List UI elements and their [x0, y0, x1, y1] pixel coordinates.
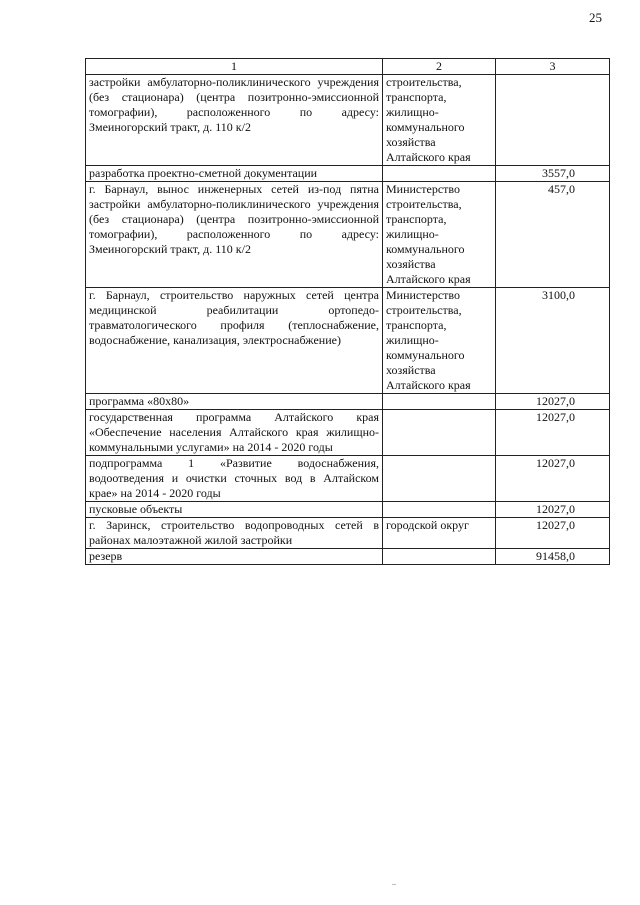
row-description: государственная программа Алтайского края «Обеспечение населения Алтайского края жилищно-коммунальными услугами» на 2014 - 2020 годы	[86, 410, 383, 456]
table-row	[86, 75, 610, 166]
row-description: разработка проектно-сметной документации	[86, 166, 383, 182]
row-responsible	[383, 502, 496, 518]
table-row	[86, 549, 610, 565]
row-amount: 12027,0	[496, 502, 610, 518]
row-amount: 12027,0	[496, 518, 610, 549]
row-amount: 3100,0	[496, 288, 610, 394]
row-amount	[496, 75, 610, 166]
row-description: резерв	[86, 549, 383, 565]
table-row	[86, 166, 610, 182]
row-responsible: строительства, транспорта, жилищно-коммунального хозяйства Алтайского края	[383, 75, 496, 166]
footer-mark: ..	[392, 878, 396, 887]
column-header: 1	[86, 59, 383, 75]
row-responsible	[383, 394, 496, 410]
row-description: г. Заринск, строительство водопроводных сетей в районах малоэтажной жилой застройки	[86, 518, 383, 549]
column-header: 3	[496, 59, 610, 75]
table-header-row	[86, 59, 610, 75]
column-header: 2	[383, 59, 496, 75]
row-description: застройки амбулаторно-поликлинического учреждения (без стационара) (центра позитронно-эмиссионной томографии), расположенного по адресу: Змеиногорский тракт, д. 110 к/2	[86, 75, 383, 166]
row-responsible	[383, 410, 496, 456]
row-amount: 91458,0	[496, 549, 610, 565]
row-amount: 12027,0	[496, 410, 610, 456]
row-responsible	[383, 166, 496, 182]
row-description: программа «80x80»	[86, 394, 383, 410]
row-amount: 12027,0	[496, 456, 610, 502]
table-row	[86, 456, 610, 502]
table-row	[86, 182, 610, 288]
row-description: пусковые объекты	[86, 502, 383, 518]
table-row	[86, 410, 610, 456]
row-responsible: Министерство строительства, транспорта, жилищно-коммунального хозяйства Алтайского края	[383, 288, 496, 394]
table-row	[86, 288, 610, 394]
row-description: подпрограмма 1 «Развитие водоснабжения, водоотведения и очистки сточных вод в Алтайском крае» на 2014 - 2020 годы	[86, 456, 383, 502]
row-responsible: Министерство строительства, транспорта, жилищно-коммунального хозяйства Алтайского края	[383, 182, 496, 288]
row-responsible: городской округ	[383, 518, 496, 549]
row-amount: 3557,0	[496, 166, 610, 182]
page-number: 25	[589, 10, 602, 25]
row-responsible	[383, 549, 496, 565]
row-amount: 457,0	[496, 182, 610, 288]
row-amount: 12027,0	[496, 394, 610, 410]
budget-table	[85, 58, 610, 565]
table-row	[86, 518, 610, 549]
table-row	[86, 394, 610, 410]
row-description: г. Барнаул, строительство наружных сетей центра медицинской реабилитации ортопедо-травматологического профиля (теплоснабжение, водоснабжение, канализация, электроснабжение)	[86, 288, 383, 394]
row-description: г. Барнаул, вынос инженерных сетей из-под пятна застройки амбулаторно-поликлинического учреждения (без стационара) (центра позитронно-эмиссионной томографии), расположенного по адресу: Змеиногорский тракт, д. 110 к/2	[86, 182, 383, 288]
table-row	[86, 502, 610, 518]
row-responsible	[383, 456, 496, 502]
